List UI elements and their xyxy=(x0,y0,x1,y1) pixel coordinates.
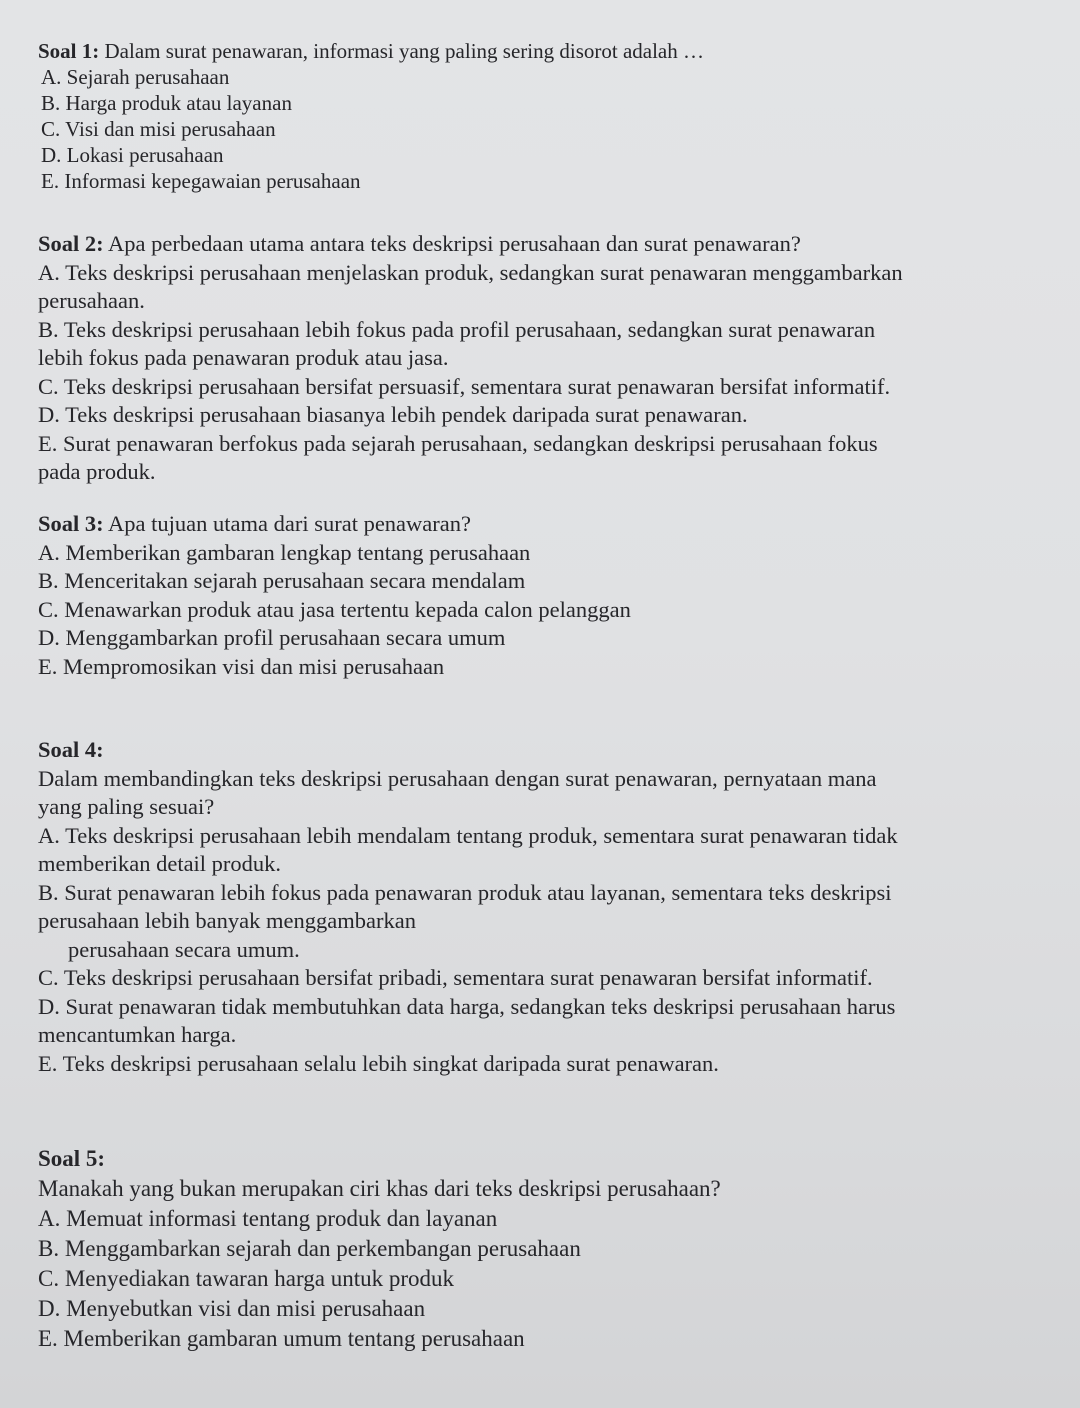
question-1-option-a: A. Sejarah perusahaan xyxy=(41,65,230,89)
question-3-prompt xyxy=(38,510,1068,539)
question-2-line: C. Teks deskripsi perusahaan bersifat persuasif, sementara surat penawaran bersifat informatif. xyxy=(38,373,891,399)
question-1-text: Dalam surat penawaran, informasi yang paling sering disorot adalah … xyxy=(104,39,704,63)
question-3-option-a: A. Memberikan gambaran lengkap tentang perusahaan xyxy=(38,539,531,565)
question-2-line: A. Teks deskripsi perusahaan menjelaskan produk, sedangkan surat penawaran menggambarkan xyxy=(38,259,903,285)
question-1-option-d: D. Lokasi perusahaan xyxy=(41,143,224,167)
question-3-option-c: C. Menawarkan produk atau jasa tertentu kepada calon pelanggan xyxy=(38,596,631,622)
question-3-label: Soal 3: xyxy=(38,511,104,536)
question-3-option-e: E. Mempromosikan visi dan misi perusahaan xyxy=(38,653,445,679)
question-2-line: lebih fokus pada penawaran produk atau jasa. xyxy=(38,345,449,370)
question-5-option-e: E. Memberikan gambaran umum tentang perusahaan xyxy=(38,1326,525,1351)
question-1-prompt xyxy=(38,38,1068,64)
question-1-option-c: C. Visi dan misi perusahaan xyxy=(41,117,276,141)
question-5-option-b: B. Menggambarkan sejarah dan perkembangan perusahaan xyxy=(38,1236,581,1261)
question-2-line: E. Surat penawaran berfokus pada sejarah perusahaan, sedangkan deskripsi perusahaan fokus xyxy=(38,430,878,456)
question-2-line: D. Teks deskripsi perusahaan biasanya lebih pendek daripada surat penawaran. xyxy=(38,402,748,427)
question-4-line: A. Teks deskripsi perusahaan lebih mendalam tentang produk, sementara surat penawaran tidak xyxy=(38,822,898,848)
question-4-line: yang paling sesuai? xyxy=(38,794,215,819)
question-2-line: pada produk. xyxy=(38,459,156,484)
question-2-line: perusahaan. xyxy=(38,288,145,313)
question-2-label: Soal 2: xyxy=(38,231,104,256)
question-2-prompt xyxy=(38,230,1068,259)
question-2-line: B. Teks deskripsi perusahaan lebih fokus pada profil perusahaan, sedangkan surat penawaran xyxy=(38,316,876,342)
question-2-text: Apa perbedaan utama antara teks deskripsi perusahaan dan surat penawaran? xyxy=(108,231,801,256)
question-4-line: perusahaan secara umum. xyxy=(68,936,300,962)
question-4-line: mencantumkan harga. xyxy=(38,1022,237,1047)
question-4-label: Soal 4: xyxy=(38,737,104,762)
question-1 xyxy=(38,38,1068,194)
question-4-line: perusahaan lebih banyak menggambarkan xyxy=(38,908,416,933)
question-3-option-d: D. Menggambarkan profil perusahaan secara umum xyxy=(38,625,506,650)
question-2 xyxy=(38,230,1068,487)
question-4-line: B. Surat penawaran lebih fokus pada penawaran produk atau layanan, sementara teks deskripsi xyxy=(38,879,892,905)
question-4-line: D. Surat penawaran tidak membutuhkan data harga, sedangkan teks deskripsi perusahaan harus xyxy=(38,993,896,1019)
question-4-line: Dalam membandingkan teks deskripsi perusahaan dengan surat penawaran, pernyataan mana xyxy=(38,765,877,791)
question-5-text: Manakah yang bukan merupakan ciri khas dari teks deskripsi perusahaan? xyxy=(38,1176,721,1201)
question-1-label: Soal 1: xyxy=(38,39,100,63)
question-4-line: E. Teks deskripsi perusahaan selalu lebih singkat daripada surat penawaran. xyxy=(38,1050,719,1076)
question-5-option-d: D. Menyebutkan visi dan misi perusahaan xyxy=(38,1296,426,1321)
question-5-label: Soal 5: xyxy=(38,1146,106,1171)
question-1-option-b: B. Harga produk atau layanan xyxy=(41,91,292,115)
question-3 xyxy=(38,510,1068,681)
question-3-option-b: B. Menceritakan sejarah perusahaan secara mendalam xyxy=(38,568,526,593)
question-3-text: Apa tujuan utama dari surat penawaran? xyxy=(108,511,471,536)
question-5-option-c: C. Menyediakan tawaran harga untuk produk xyxy=(38,1266,455,1291)
question-5-option-a: A. Memuat informasi tentang produk dan layanan xyxy=(38,1206,498,1231)
question-4-line: memberikan detail produk. xyxy=(38,851,282,876)
question-1-option-e: E. Informasi kepegawaian perusahaan xyxy=(41,169,361,193)
question-5 xyxy=(38,1144,1068,1354)
question-4 xyxy=(38,736,1068,1078)
question-4-line: C. Teks deskripsi perusahaan bersifat pribadi, sementara surat penawaran bersifat informatif. xyxy=(38,965,873,990)
